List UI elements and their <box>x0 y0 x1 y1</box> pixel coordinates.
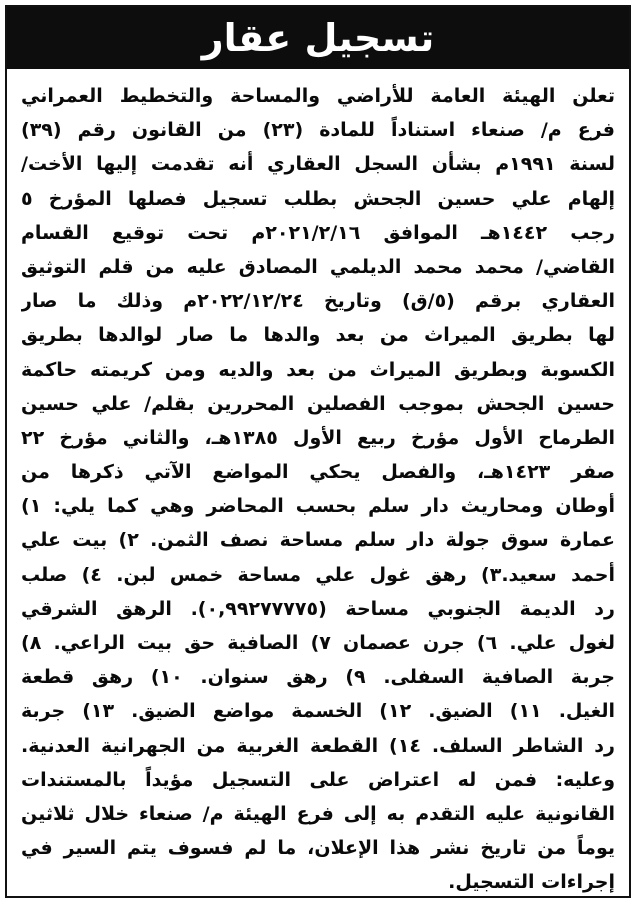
ad-text-line: الغيل. ١١) الضيق. ١٢) الخسمة مواضع الضيق. ١٣) جربة <box>21 700 615 723</box>
legal-notice-ad <box>5 5 631 898</box>
ad-text-line: لسنة ١٩٩١م بشأن السجل العقاري أنه تقدمت إليها الأخت/ <box>21 153 615 176</box>
ad-body-text <box>21 79 615 900</box>
ad-text-line: يوماً من تاريخ نشر هذا الإعلان، ما لم فسوف يتم السير في <box>21 837 615 860</box>
ad-text-line: لها بطريق الميراث من بعد والدها ما صار لوالدها بطريق <box>21 324 615 347</box>
ad-text-line: القاضي/ محمد محمد الديلمي المصادق عليه من قلم التوثيق <box>21 255 615 278</box>
ad-text-line: أحمد سعيد.٣) رهق غول علي مساحة خمس لبن. ٤) صلب <box>21 563 615 586</box>
ad-header-bar <box>7 7 629 69</box>
ad-text-line: رد الشاطر السلف. ١٤) القطعة الغربية من الجهرانية العدنية. <box>21 734 615 757</box>
ad-text-line: الطرماح الأول مؤرخ ربيع الأول ١٣٨٥هـ، والثاني مؤرخ ٢٢ <box>21 426 615 449</box>
ad-text-line: وعليه: فمن له اعتراض على التسجيل مؤيداً بالمستندات <box>21 768 615 791</box>
ad-text-line: صفر ١٤٢٣هـ، والفصل يحكي المواضع الآتي ذكرها من <box>21 461 615 484</box>
ad-text-line: جربة الصافية السفلى. ٩) رهق سنوان. ١٠) رهق قطعة <box>21 666 615 689</box>
ad-text-line: أوطان ومحاريث دار سلم بحسب المحاضر وهي كما يلي: ١) <box>21 495 615 518</box>
ad-text-line: الكسوبة وبطريق الميراث من بعد والديه ومن كريمته حاكمة <box>21 358 615 381</box>
ad-text-line: حسين الجحش بموجب الفصلين المحررين بقلم/ علي حسين <box>21 392 615 415</box>
ad-text-line: إلهام علي حسين الجحش بطلب تسجيل فصلها المؤرخ ٥ <box>21 187 615 210</box>
ad-text-line: العقاري برقم (٥/ق) وتاريخ ٢٠٢٢/١٢/٢٤م وذلك ما صار <box>21 290 615 313</box>
ad-text-line: رجب ١٤٤٢هـ الموافق ٢٠٢١/٢/١٦م تحت توقيع القسام <box>21 221 615 244</box>
ad-text-line-last: إجراءات التسجيل. <box>448 871 615 894</box>
ad-text-line: عمارة سوق جولة دار سلم مساحة نصف الثمن. ٢) بيت علي <box>21 529 615 552</box>
ad-text-line: فرع م/ صنعاء استناداً للمادة (٢٣) من القانون رقم (٣٩) <box>21 119 615 142</box>
ad-text-line: لغول علي. ٦) جرن عصمان ٧) الصافية حق بيت الراعي. ٨) <box>21 632 615 654</box>
ad-text-line: القانونية عليه التقدم به إلى فرع الهيئة م/ صنعاء خلال ثلاثين <box>21 802 615 825</box>
ad-text-line: تعلن الهيئة العامة للأراضي والمساحة والتخطيط العمراني <box>21 85 615 107</box>
ad-title: تسجيل عقار <box>201 16 435 60</box>
ad-text-line: رد الديمة الجنوبي مساحة (٠,٩٩٢٧٧٧٧٥). الرهق الشرقي <box>21 597 615 620</box>
